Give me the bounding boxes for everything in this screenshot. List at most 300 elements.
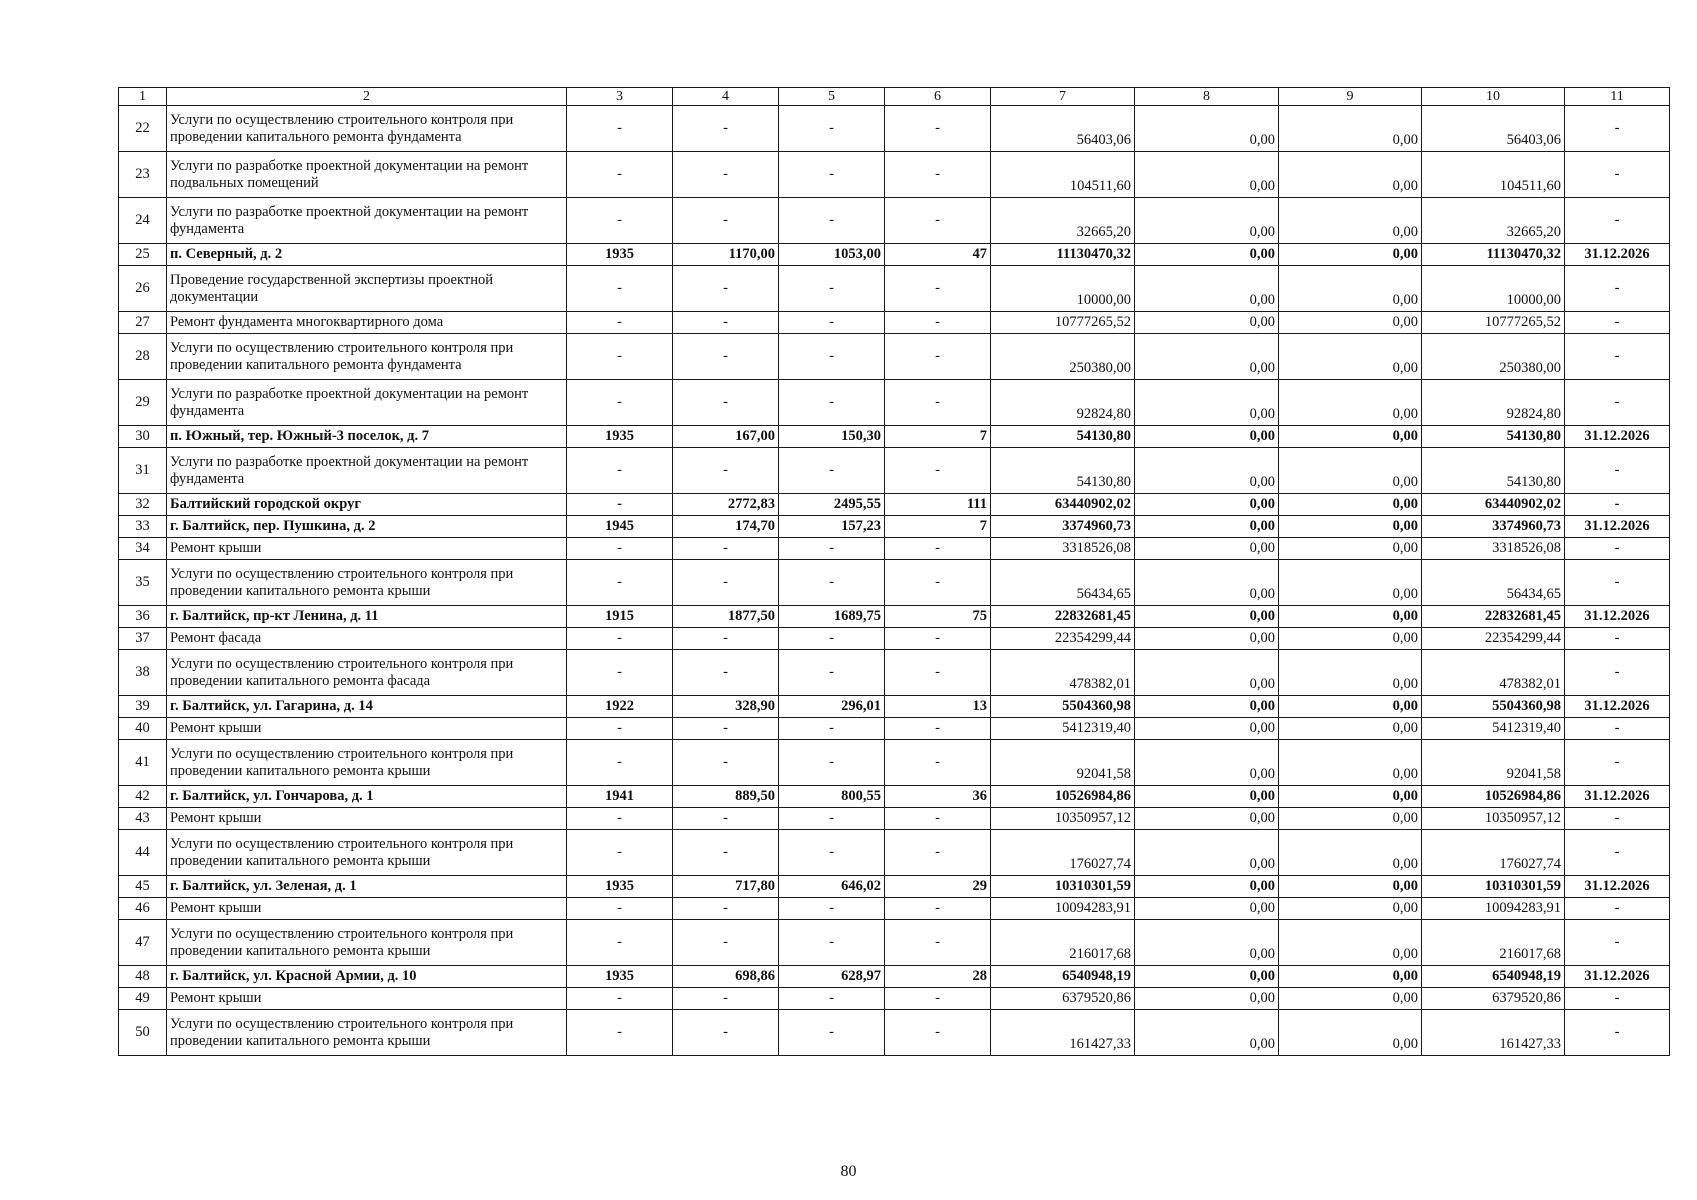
deadline-cell: - bbox=[1565, 830, 1670, 876]
residents-cell: - bbox=[885, 898, 991, 920]
row-number: 49 bbox=[119, 988, 167, 1010]
cost-total-cell: 5412319,40 bbox=[991, 718, 1135, 740]
total-area-cell: 1170,00 bbox=[673, 244, 779, 266]
cost-col10-cell: 10777265,52 bbox=[1422, 312, 1565, 334]
row-number: 24 bbox=[119, 198, 167, 244]
row-number: 27 bbox=[119, 312, 167, 334]
row-number: 46 bbox=[119, 898, 167, 920]
cost-col9-cell: 0,00 bbox=[1279, 1010, 1422, 1056]
total-area-cell: - bbox=[673, 334, 779, 380]
cost-col9-cell: 0,00 bbox=[1279, 876, 1422, 898]
row-name: Ремонт крыши bbox=[167, 898, 567, 920]
cost-col9-cell: 0,00 bbox=[1279, 718, 1422, 740]
table-row bbox=[119, 876, 1670, 898]
year-cell: - bbox=[567, 538, 673, 560]
table-row bbox=[119, 560, 1670, 606]
living-area-cell: 157,23 bbox=[779, 516, 885, 538]
deadline-cell: - bbox=[1565, 628, 1670, 650]
cost-col10-cell: 10350957,12 bbox=[1422, 808, 1565, 830]
cost-col10-cell: 63440902,02 bbox=[1422, 494, 1565, 516]
year-cell: 1935 bbox=[567, 876, 673, 898]
deadline-cell: 31.12.2026 bbox=[1565, 966, 1670, 988]
living-area-cell: - bbox=[779, 380, 885, 426]
cost-col10-cell: 161427,33 bbox=[1422, 1010, 1565, 1056]
total-area-cell: 328,90 bbox=[673, 696, 779, 718]
row-number: 29 bbox=[119, 380, 167, 426]
row-number: 47 bbox=[119, 920, 167, 966]
year-cell: - bbox=[567, 740, 673, 786]
row-name: г. Балтийск, ул. Гончарова, д. 1 bbox=[167, 786, 567, 808]
total-area-cell: 2772,83 bbox=[673, 494, 779, 516]
cost-col8-cell: 0,00 bbox=[1135, 830, 1279, 876]
table-row bbox=[119, 448, 1670, 494]
table-body bbox=[119, 88, 1670, 1056]
cost-col8-cell: 0,00 bbox=[1135, 334, 1279, 380]
total-area-cell: 889,50 bbox=[673, 786, 779, 808]
cost-col8-cell: 0,00 bbox=[1135, 988, 1279, 1010]
residents-cell: 29 bbox=[885, 876, 991, 898]
cost-col8-cell: 0,00 bbox=[1135, 426, 1279, 448]
year-cell: - bbox=[567, 560, 673, 606]
cost-col8-cell: 0,00 bbox=[1135, 606, 1279, 628]
residents-cell: - bbox=[885, 266, 991, 312]
year-cell: - bbox=[567, 152, 673, 198]
deadline-cell: - bbox=[1565, 448, 1670, 494]
living-area-cell: - bbox=[779, 560, 885, 606]
row-name: Ремонт фасада bbox=[167, 628, 567, 650]
cost-col9-cell: 0,00 bbox=[1279, 560, 1422, 606]
cost-total-cell: 32665,20 bbox=[991, 198, 1135, 244]
year-cell: - bbox=[567, 106, 673, 152]
cost-col10-cell: 3318526,08 bbox=[1422, 538, 1565, 560]
cost-col10-cell: 5412319,40 bbox=[1422, 718, 1565, 740]
row-number: 25 bbox=[119, 244, 167, 266]
column-header: 3 bbox=[567, 88, 673, 106]
cost-col9-cell: 0,00 bbox=[1279, 538, 1422, 560]
living-area-cell: - bbox=[779, 312, 885, 334]
year-cell: 1922 bbox=[567, 696, 673, 718]
row-number: 45 bbox=[119, 876, 167, 898]
row-number: 37 bbox=[119, 628, 167, 650]
total-area-cell: - bbox=[673, 628, 779, 650]
table-row bbox=[119, 426, 1670, 448]
row-number: 22 bbox=[119, 106, 167, 152]
cost-total-cell: 56434,65 bbox=[991, 560, 1135, 606]
cost-col9-cell: 0,00 bbox=[1279, 106, 1422, 152]
row-number: 35 bbox=[119, 560, 167, 606]
cost-total-cell: 10350957,12 bbox=[991, 808, 1135, 830]
cost-col10-cell: 10526984,86 bbox=[1422, 786, 1565, 808]
cost-col8-cell: 0,00 bbox=[1135, 966, 1279, 988]
cost-col8-cell: 0,00 bbox=[1135, 494, 1279, 516]
deadline-cell: - bbox=[1565, 740, 1670, 786]
cost-total-cell: 92824,80 bbox=[991, 380, 1135, 426]
total-area-cell: 174,70 bbox=[673, 516, 779, 538]
residents-cell: - bbox=[885, 312, 991, 334]
total-area-cell: - bbox=[673, 920, 779, 966]
living-area-cell: - bbox=[779, 448, 885, 494]
cost-total-cell: 54130,80 bbox=[991, 448, 1135, 494]
cost-col8-cell: 0,00 bbox=[1135, 628, 1279, 650]
cost-col8-cell: 0,00 bbox=[1135, 876, 1279, 898]
living-area-cell: - bbox=[779, 650, 885, 696]
residents-cell: 13 bbox=[885, 696, 991, 718]
column-header: 10 bbox=[1422, 88, 1565, 106]
living-area-cell: - bbox=[779, 106, 885, 152]
cost-total-cell: 161427,33 bbox=[991, 1010, 1135, 1056]
row-number: 33 bbox=[119, 516, 167, 538]
residents-cell: - bbox=[885, 920, 991, 966]
total-area-cell: - bbox=[673, 152, 779, 198]
row-name: г. Балтийск, ул. Гагарина, д. 14 bbox=[167, 696, 567, 718]
row-name: Услуги по разработке проектной документации на ремонт подвальных помещений bbox=[167, 152, 567, 198]
total-area-cell: - bbox=[673, 1010, 779, 1056]
year-cell: - bbox=[567, 808, 673, 830]
cost-col9-cell: 0,00 bbox=[1279, 494, 1422, 516]
table-row bbox=[119, 538, 1670, 560]
living-area-cell: - bbox=[779, 830, 885, 876]
row-number: 50 bbox=[119, 1010, 167, 1056]
year-cell: 1935 bbox=[567, 244, 673, 266]
cost-total-cell: 92041,58 bbox=[991, 740, 1135, 786]
row-number: 42 bbox=[119, 786, 167, 808]
column-header: 6 bbox=[885, 88, 991, 106]
column-header: 5 bbox=[779, 88, 885, 106]
row-name: Проведение государственной экспертизы проектной документации bbox=[167, 266, 567, 312]
cost-col9-cell: 0,00 bbox=[1279, 516, 1422, 538]
cost-col9-cell: 0,00 bbox=[1279, 696, 1422, 718]
deadline-cell: - bbox=[1565, 380, 1670, 426]
cost-col9-cell: 0,00 bbox=[1279, 380, 1422, 426]
cost-col9-cell: 0,00 bbox=[1279, 808, 1422, 830]
cost-col8-cell: 0,00 bbox=[1135, 152, 1279, 198]
cost-col10-cell: 6540948,19 bbox=[1422, 966, 1565, 988]
residents-cell: - bbox=[885, 106, 991, 152]
table-row bbox=[119, 312, 1670, 334]
cost-total-cell: 250380,00 bbox=[991, 334, 1135, 380]
deadline-cell: 31.12.2026 bbox=[1565, 606, 1670, 628]
cost-total-cell: 10310301,59 bbox=[991, 876, 1135, 898]
deadline-cell: 31.12.2026 bbox=[1565, 244, 1670, 266]
row-name: Ремонт крыши bbox=[167, 538, 567, 560]
residents-cell: - bbox=[885, 380, 991, 426]
year-cell: - bbox=[567, 830, 673, 876]
table-row bbox=[119, 628, 1670, 650]
living-area-cell: - bbox=[779, 718, 885, 740]
row-name: Услуги по осуществлению строительного контроля при проведении капитального ремонта фасада bbox=[167, 650, 567, 696]
total-area-cell: - bbox=[673, 830, 779, 876]
cost-total-cell: 6379520,86 bbox=[991, 988, 1135, 1010]
cost-col10-cell: 10310301,59 bbox=[1422, 876, 1565, 898]
row-name: Услуги по осуществлению строительного контроля при проведении капитального ремонта крыши bbox=[167, 1010, 567, 1056]
cost-col10-cell: 3374960,73 bbox=[1422, 516, 1565, 538]
living-area-cell: 296,01 bbox=[779, 696, 885, 718]
row-number: 32 bbox=[119, 494, 167, 516]
living-area-cell: - bbox=[779, 334, 885, 380]
cost-total-cell: 10000,00 bbox=[991, 266, 1135, 312]
year-cell: - bbox=[567, 198, 673, 244]
cost-total-cell: 22354299,44 bbox=[991, 628, 1135, 650]
residents-cell: 36 bbox=[885, 786, 991, 808]
cost-col8-cell: 0,00 bbox=[1135, 538, 1279, 560]
residents-cell: - bbox=[885, 560, 991, 606]
program-table bbox=[118, 87, 1670, 1056]
cost-col9-cell: 0,00 bbox=[1279, 898, 1422, 920]
cost-col10-cell: 92824,80 bbox=[1422, 380, 1565, 426]
cost-col9-cell: 0,00 bbox=[1279, 426, 1422, 448]
living-area-cell: - bbox=[779, 266, 885, 312]
row-number: 38 bbox=[119, 650, 167, 696]
deadline-cell: - bbox=[1565, 198, 1670, 244]
cost-col8-cell: 0,00 bbox=[1135, 696, 1279, 718]
row-number: 34 bbox=[119, 538, 167, 560]
total-area-cell: - bbox=[673, 740, 779, 786]
cost-col9-cell: 0,00 bbox=[1279, 152, 1422, 198]
row-number: 23 bbox=[119, 152, 167, 198]
cost-col10-cell: 5504360,98 bbox=[1422, 696, 1565, 718]
cost-col8-cell: 0,00 bbox=[1135, 198, 1279, 244]
residents-cell: 47 bbox=[885, 244, 991, 266]
cost-total-cell: 11130470,32 bbox=[991, 244, 1135, 266]
cost-col9-cell: 0,00 bbox=[1279, 244, 1422, 266]
residents-cell: 111 bbox=[885, 494, 991, 516]
year-cell: 1935 bbox=[567, 966, 673, 988]
year-cell: - bbox=[567, 312, 673, 334]
year-cell: - bbox=[567, 1010, 673, 1056]
row-name: Ремонт крыши bbox=[167, 718, 567, 740]
cost-col10-cell: 250380,00 bbox=[1422, 334, 1565, 380]
row-name: п. Северный, д. 2 bbox=[167, 244, 567, 266]
cost-total-cell: 54130,80 bbox=[991, 426, 1135, 448]
deadline-cell: - bbox=[1565, 560, 1670, 606]
deadline-cell: - bbox=[1565, 312, 1670, 334]
cost-col8-cell: 0,00 bbox=[1135, 920, 1279, 966]
table-row bbox=[119, 920, 1670, 966]
cost-total-cell: 5504360,98 bbox=[991, 696, 1135, 718]
cost-col10-cell: 56403,06 bbox=[1422, 106, 1565, 152]
column-header: 4 bbox=[673, 88, 779, 106]
deadline-cell: - bbox=[1565, 718, 1670, 740]
cost-col9-cell: 0,00 bbox=[1279, 740, 1422, 786]
living-area-cell: - bbox=[779, 152, 885, 198]
cost-total-cell: 56403,06 bbox=[991, 106, 1135, 152]
column-header: 2 bbox=[167, 88, 567, 106]
living-area-cell: 150,30 bbox=[779, 426, 885, 448]
cost-total-cell: 478382,01 bbox=[991, 650, 1135, 696]
year-cell: - bbox=[567, 650, 673, 696]
total-area-cell: - bbox=[673, 538, 779, 560]
living-area-cell: 1689,75 bbox=[779, 606, 885, 628]
cost-col8-cell: 0,00 bbox=[1135, 718, 1279, 740]
table-row bbox=[119, 898, 1670, 920]
row-name: Услуги по осуществлению строительного контроля при проведении капитального ремонта фундамента bbox=[167, 334, 567, 380]
total-area-cell: 698,86 bbox=[673, 966, 779, 988]
table-row bbox=[119, 494, 1670, 516]
residents-cell: 7 bbox=[885, 516, 991, 538]
living-area-cell: 628,97 bbox=[779, 966, 885, 988]
document-sheet bbox=[118, 87, 1669, 1056]
row-number: 48 bbox=[119, 966, 167, 988]
table-row bbox=[119, 106, 1670, 152]
cost-col9-cell: 0,00 bbox=[1279, 266, 1422, 312]
year-cell: - bbox=[567, 266, 673, 312]
living-area-cell: - bbox=[779, 920, 885, 966]
table-row bbox=[119, 266, 1670, 312]
table-row bbox=[119, 1010, 1670, 1056]
year-cell: - bbox=[567, 988, 673, 1010]
cost-col9-cell: 0,00 bbox=[1279, 988, 1422, 1010]
cost-col10-cell: 22354299,44 bbox=[1422, 628, 1565, 650]
cost-col10-cell: 11130470,32 bbox=[1422, 244, 1565, 266]
cost-col9-cell: 0,00 bbox=[1279, 920, 1422, 966]
deadline-cell: - bbox=[1565, 334, 1670, 380]
cost-col10-cell: 92041,58 bbox=[1422, 740, 1565, 786]
cost-col10-cell: 478382,01 bbox=[1422, 650, 1565, 696]
cost-col9-cell: 0,00 bbox=[1279, 334, 1422, 380]
page-number: 80 bbox=[840, 1163, 857, 1180]
deadline-cell: 31.12.2026 bbox=[1565, 786, 1670, 808]
residents-cell: - bbox=[885, 740, 991, 786]
residents-cell: - bbox=[885, 334, 991, 380]
row-name: Ремонт крыши bbox=[167, 988, 567, 1010]
table-row bbox=[119, 244, 1670, 266]
column-number-row bbox=[119, 88, 1670, 106]
row-name: г. Балтийск, ул. Зеленая, д. 1 bbox=[167, 876, 567, 898]
living-area-cell: - bbox=[779, 808, 885, 830]
column-header: 8 bbox=[1135, 88, 1279, 106]
table-row bbox=[119, 786, 1670, 808]
cost-col10-cell: 56434,65 bbox=[1422, 560, 1565, 606]
row-name: Услуги по разработке проектной документации на ремонт фундамента bbox=[167, 380, 567, 426]
year-cell: - bbox=[567, 334, 673, 380]
row-name: г. Балтийск, пр-кт Ленина, д. 11 bbox=[167, 606, 567, 628]
living-area-cell: 646,02 bbox=[779, 876, 885, 898]
living-area-cell: - bbox=[779, 628, 885, 650]
row-number: 36 bbox=[119, 606, 167, 628]
table-row bbox=[119, 334, 1670, 380]
total-area-cell: - bbox=[673, 198, 779, 244]
row-number: 44 bbox=[119, 830, 167, 876]
deadline-cell: - bbox=[1565, 266, 1670, 312]
cost-col8-cell: 0,00 bbox=[1135, 898, 1279, 920]
row-number: 30 bbox=[119, 426, 167, 448]
deadline-cell: 31.12.2026 bbox=[1565, 876, 1670, 898]
year-cell: - bbox=[567, 448, 673, 494]
row-name: Ремонт фундамента многоквартирного дома bbox=[167, 312, 567, 334]
cost-col9-cell: 0,00 bbox=[1279, 606, 1422, 628]
row-number: 39 bbox=[119, 696, 167, 718]
deadline-cell: 31.12.2026 bbox=[1565, 516, 1670, 538]
row-number: 31 bbox=[119, 448, 167, 494]
cost-total-cell: 22832681,45 bbox=[991, 606, 1135, 628]
row-number: 26 bbox=[119, 266, 167, 312]
total-area-cell: 1877,50 bbox=[673, 606, 779, 628]
living-area-cell: - bbox=[779, 538, 885, 560]
row-name: Услуги по осуществлению строительного контроля при проведении капитального ремонта крыши bbox=[167, 830, 567, 876]
column-header: 9 bbox=[1279, 88, 1422, 106]
deadline-cell: - bbox=[1565, 106, 1670, 152]
cost-col9-cell: 0,00 bbox=[1279, 312, 1422, 334]
residents-cell: - bbox=[885, 198, 991, 244]
cost-col10-cell: 10000,00 bbox=[1422, 266, 1565, 312]
total-area-cell: - bbox=[673, 898, 779, 920]
cost-col10-cell: 6379520,86 bbox=[1422, 988, 1565, 1010]
total-area-cell: - bbox=[673, 106, 779, 152]
table-row bbox=[119, 152, 1670, 198]
table-row bbox=[119, 380, 1670, 426]
total-area-cell: - bbox=[673, 380, 779, 426]
row-name: п. Южный, тер. Южный-3 поселок, д. 7 bbox=[167, 426, 567, 448]
row-name: Услуги по осуществлению строительного контроля при проведении капитального ремонта фундамента bbox=[167, 106, 567, 152]
living-area-cell: 1053,00 bbox=[779, 244, 885, 266]
table-row bbox=[119, 606, 1670, 628]
cost-col10-cell: 32665,20 bbox=[1422, 198, 1565, 244]
row-number: 40 bbox=[119, 718, 167, 740]
table-row bbox=[119, 808, 1670, 830]
year-cell: 1915 bbox=[567, 606, 673, 628]
cost-col8-cell: 0,00 bbox=[1135, 448, 1279, 494]
deadline-cell: - bbox=[1565, 494, 1670, 516]
total-area-cell: - bbox=[673, 718, 779, 740]
cost-col10-cell: 54130,80 bbox=[1422, 426, 1565, 448]
cost-col8-cell: 0,00 bbox=[1135, 106, 1279, 152]
cost-col8-cell: 0,00 bbox=[1135, 650, 1279, 696]
table-row bbox=[119, 830, 1670, 876]
table-row bbox=[119, 650, 1670, 696]
cost-col10-cell: 216017,68 bbox=[1422, 920, 1565, 966]
cost-total-cell: 10094283,91 bbox=[991, 898, 1135, 920]
table-row bbox=[119, 718, 1670, 740]
cost-total-cell: 176027,74 bbox=[991, 830, 1135, 876]
row-number: 28 bbox=[119, 334, 167, 380]
year-cell: 1935 bbox=[567, 426, 673, 448]
cost-col9-cell: 0,00 bbox=[1279, 830, 1422, 876]
residents-cell: - bbox=[885, 718, 991, 740]
total-area-cell: 167,00 bbox=[673, 426, 779, 448]
total-area-cell: - bbox=[673, 560, 779, 606]
cost-total-cell: 63440902,02 bbox=[991, 494, 1135, 516]
deadline-cell: - bbox=[1565, 808, 1670, 830]
column-header: 1 bbox=[119, 88, 167, 106]
cost-total-cell: 10526984,86 bbox=[991, 786, 1135, 808]
table-row bbox=[119, 740, 1670, 786]
cost-total-cell: 216017,68 bbox=[991, 920, 1135, 966]
table-row bbox=[119, 988, 1670, 1010]
living-area-cell: - bbox=[779, 198, 885, 244]
row-name: Услуги по осуществлению строительного контроля при проведении капитального ремонта крыши bbox=[167, 920, 567, 966]
deadline-cell: - bbox=[1565, 538, 1670, 560]
cost-col8-cell: 0,00 bbox=[1135, 1010, 1279, 1056]
deadline-cell: - bbox=[1565, 898, 1670, 920]
cost-col8-cell: 0,00 bbox=[1135, 516, 1279, 538]
year-cell: - bbox=[567, 920, 673, 966]
residents-cell: - bbox=[885, 538, 991, 560]
cost-col8-cell: 0,00 bbox=[1135, 266, 1279, 312]
deadline-cell: 31.12.2026 bbox=[1565, 696, 1670, 718]
residents-cell: - bbox=[885, 1010, 991, 1056]
cost-total-cell: 3374960,73 bbox=[991, 516, 1135, 538]
year-cell: - bbox=[567, 718, 673, 740]
table-row bbox=[119, 198, 1670, 244]
cost-col8-cell: 0,00 bbox=[1135, 786, 1279, 808]
residents-cell: 7 bbox=[885, 426, 991, 448]
residents-cell: - bbox=[885, 448, 991, 494]
table-row bbox=[119, 966, 1670, 988]
row-name: Услуги по осуществлению строительного контроля при проведении капитального ремонта крыши bbox=[167, 740, 567, 786]
total-area-cell: - bbox=[673, 988, 779, 1010]
residents-cell: 75 bbox=[885, 606, 991, 628]
living-area-cell: - bbox=[779, 898, 885, 920]
